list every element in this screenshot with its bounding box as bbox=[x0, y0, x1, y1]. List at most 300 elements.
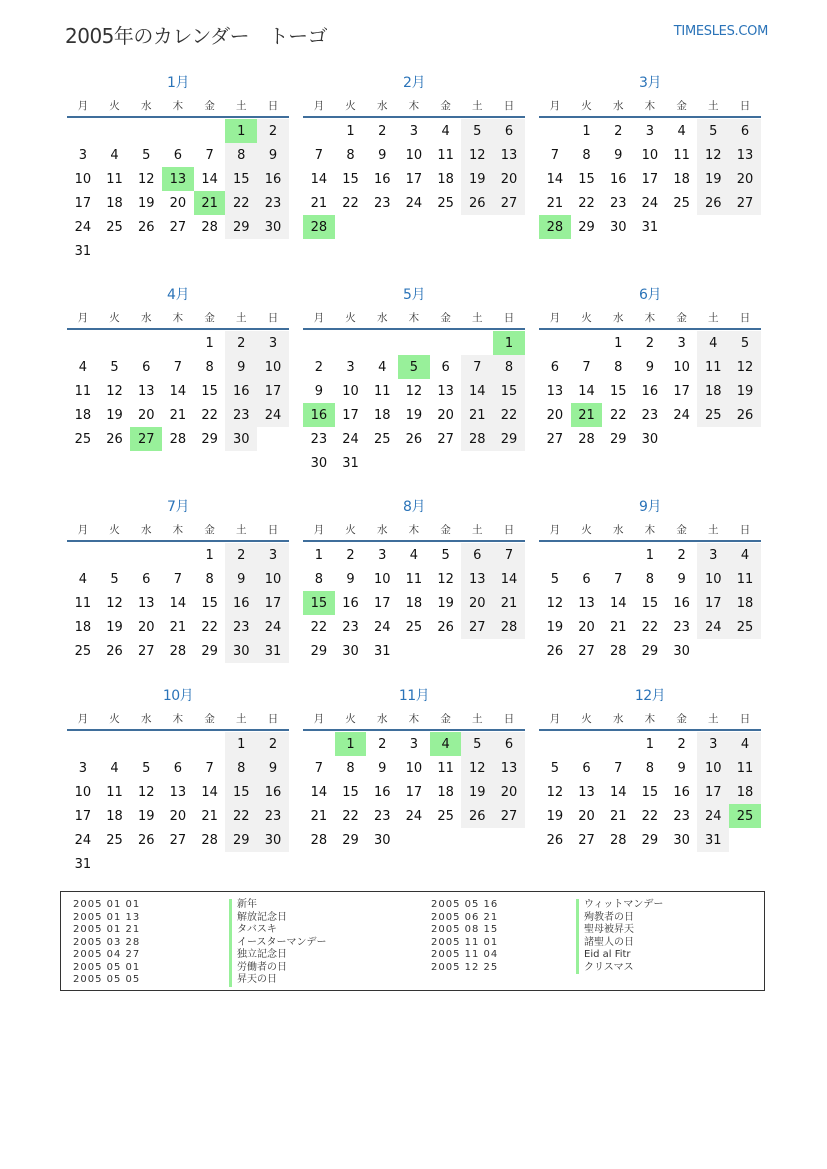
month-calendar bbox=[67, 496, 289, 663]
day-cell: 8 bbox=[205, 571, 214, 587]
weekday-label: 月 bbox=[313, 311, 325, 324]
page-title: 2005年のカレンダー トーゴ bbox=[65, 24, 328, 48]
day-cell: 27 bbox=[546, 431, 564, 447]
day-cell: 16 bbox=[673, 595, 690, 611]
day-cell: 13 bbox=[137, 595, 155, 611]
weekday-label: 土 bbox=[236, 523, 247, 536]
day-cell: 18 bbox=[405, 595, 423, 611]
day-cell: 5 bbox=[550, 760, 559, 776]
day-cell: 3 bbox=[409, 736, 419, 752]
day-cell: 4 bbox=[697, 331, 729, 355]
day-cell: 29 bbox=[342, 832, 359, 848]
day-cell: 11 bbox=[729, 756, 761, 780]
weekday-label: 日 bbox=[739, 311, 751, 324]
day-cell: 30 bbox=[609, 219, 627, 235]
day-cell: 19 bbox=[546, 808, 564, 824]
day-cell: 16 bbox=[609, 171, 627, 187]
day-cell: 18 bbox=[373, 407, 391, 423]
day-cell: 12 bbox=[697, 143, 729, 167]
empty-day-cell bbox=[162, 543, 194, 567]
day-cell: 24 bbox=[641, 195, 659, 211]
day-cell: 22 bbox=[641, 619, 659, 635]
holiday-list bbox=[60, 891, 765, 991]
day-cell: 1 bbox=[645, 547, 655, 563]
empty-day-cell bbox=[162, 119, 194, 143]
empty-day-cell bbox=[194, 732, 226, 756]
day-cell: 20 bbox=[578, 619, 595, 635]
day-cell: 10 bbox=[697, 756, 729, 780]
weekday-label: 木 bbox=[172, 712, 184, 725]
weekday-label: 金 bbox=[440, 523, 451, 536]
empty-day-cell bbox=[130, 119, 162, 143]
day-cell: 1 bbox=[225, 732, 257, 756]
holiday-date: 2005 01 21 bbox=[73, 924, 141, 935]
weekday-label: 日 bbox=[503, 523, 515, 536]
day-cell: 15 bbox=[578, 171, 595, 187]
weekday-label: 水 bbox=[376, 99, 388, 112]
day-cell: 29 bbox=[201, 431, 218, 447]
day-cell: 17 bbox=[405, 784, 423, 800]
day-cell: 6 bbox=[582, 760, 591, 776]
day-cell: 30 bbox=[373, 832, 391, 848]
day-cell: 5 bbox=[441, 547, 450, 563]
day-cell: 25 bbox=[673, 195, 690, 211]
weekday-header bbox=[303, 707, 525, 731]
day-cell: 1 bbox=[346, 123, 355, 139]
day-cell: 19 bbox=[106, 619, 123, 635]
day-cell: 7 bbox=[314, 147, 323, 163]
day-cell: 27 bbox=[169, 219, 187, 235]
day-cell: 14 bbox=[578, 383, 595, 399]
day-cell: 14 bbox=[201, 171, 218, 187]
weekday-label: 火 bbox=[345, 99, 356, 112]
day-cell: 20 bbox=[169, 808, 187, 824]
day-cell: 24 bbox=[257, 615, 289, 639]
empty-day-cell bbox=[130, 543, 162, 567]
month-title: 3月 bbox=[639, 75, 661, 91]
day-cell: 24 bbox=[673, 407, 690, 423]
weekday-label: 月 bbox=[77, 311, 89, 324]
day-cell: 15 bbox=[641, 595, 659, 611]
day-cell: 20 bbox=[137, 407, 155, 423]
day-cell: 14 bbox=[169, 383, 187, 399]
empty-day-cell bbox=[398, 331, 430, 355]
weekday-label: 月 bbox=[549, 523, 561, 536]
weekday-header bbox=[303, 306, 525, 330]
day-cell: 15 bbox=[609, 383, 627, 399]
day-cell: 23 bbox=[609, 195, 627, 211]
holiday-day-cell: 1 bbox=[225, 119, 257, 143]
day-cell: 23 bbox=[225, 403, 257, 427]
weekday-label: 金 bbox=[440, 712, 451, 725]
day-cell: 2 bbox=[225, 331, 257, 355]
day-cell: 29 bbox=[225, 215, 257, 239]
weekday-label: 金 bbox=[676, 99, 687, 112]
weekday-label: 木 bbox=[408, 712, 420, 725]
holiday-day-cell: 21 bbox=[194, 191, 226, 215]
holiday-day-cell: 13 bbox=[162, 167, 194, 191]
day-cell: 27 bbox=[729, 191, 761, 215]
day-cell: 25 bbox=[373, 431, 391, 447]
day-cell: 1 bbox=[582, 123, 591, 139]
day-cell: 8 bbox=[346, 760, 355, 776]
day-cell: 25 bbox=[106, 832, 123, 848]
day-grid bbox=[67, 543, 289, 663]
day-cell: 17 bbox=[673, 383, 690, 399]
empty-day-cell bbox=[571, 543, 603, 567]
day-cell: 30 bbox=[342, 643, 359, 659]
day-cell: 5 bbox=[697, 119, 729, 143]
weekday-label: 日 bbox=[267, 99, 279, 112]
weekday-label: 木 bbox=[172, 311, 184, 324]
month-title: 11月 bbox=[398, 688, 430, 704]
day-cell: 5 bbox=[729, 331, 761, 355]
weekday-label: 木 bbox=[408, 523, 420, 536]
weekday-label: 月 bbox=[313, 523, 325, 536]
empty-day-cell bbox=[194, 119, 226, 143]
day-cell: 1 bbox=[614, 335, 623, 351]
empty-day-cell bbox=[571, 732, 603, 756]
day-cell: 14 bbox=[310, 784, 328, 800]
day-cell: 31 bbox=[257, 639, 289, 663]
day-cell: 28 bbox=[609, 643, 627, 659]
day-cell: 28 bbox=[493, 615, 525, 639]
day-cell: 6 bbox=[550, 359, 559, 375]
day-cell: 3 bbox=[378, 547, 387, 563]
day-cell: 23 bbox=[673, 619, 690, 635]
holiday-day-cell: 1 bbox=[493, 331, 525, 355]
day-cell: 30 bbox=[673, 643, 690, 659]
day-cell: 9 bbox=[225, 355, 257, 379]
empty-day-cell bbox=[303, 331, 335, 355]
day-cell: 5 bbox=[110, 571, 119, 587]
day-cell: 8 bbox=[225, 756, 257, 780]
weekday-label: 金 bbox=[440, 311, 451, 324]
day-cell: 1 bbox=[645, 736, 655, 752]
weekday-label: 水 bbox=[612, 99, 624, 112]
day-cell: 16 bbox=[225, 591, 257, 615]
day-grid bbox=[303, 331, 525, 475]
day-cell: 25 bbox=[437, 195, 454, 211]
empty-day-cell bbox=[67, 732, 99, 756]
weekday-label: 日 bbox=[739, 712, 751, 725]
weekday-label: 火 bbox=[345, 712, 356, 725]
day-cell: 9 bbox=[257, 143, 289, 167]
day-cell: 21 bbox=[609, 619, 627, 635]
day-cell: 27 bbox=[578, 643, 595, 659]
holiday-name: 聖母被昇天 bbox=[576, 924, 663, 937]
day-cell: 6 bbox=[142, 571, 151, 587]
weekday-label: 金 bbox=[676, 712, 687, 725]
day-cell: 9 bbox=[645, 359, 655, 375]
day-grid bbox=[303, 119, 525, 239]
day-cell: 19 bbox=[697, 167, 729, 191]
weekday-label: 月 bbox=[77, 712, 89, 725]
day-cell: 20 bbox=[169, 195, 187, 211]
day-cell: 19 bbox=[106, 407, 123, 423]
day-cell: 22 bbox=[225, 804, 257, 828]
weekday-label: 金 bbox=[440, 99, 451, 112]
day-cell: 28 bbox=[169, 431, 187, 447]
day-cell: 20 bbox=[437, 407, 454, 423]
day-cell: 12 bbox=[106, 383, 123, 399]
holiday-name: ウィットマンデー bbox=[576, 899, 663, 912]
day-cell: 20 bbox=[578, 808, 595, 824]
day-cell: 6 bbox=[493, 732, 525, 756]
day-cell: 18 bbox=[74, 619, 92, 635]
day-cell: 7 bbox=[173, 571, 183, 587]
day-cell: 24 bbox=[373, 619, 391, 635]
day-cell: 23 bbox=[225, 615, 257, 639]
day-cell: 16 bbox=[641, 383, 659, 399]
day-cell: 6 bbox=[142, 359, 151, 375]
holiday-name: タバスキ bbox=[229, 924, 327, 937]
day-cell: 14 bbox=[609, 595, 627, 611]
day-cell: 23 bbox=[257, 191, 289, 215]
holiday-date: 2005 05 16 bbox=[431, 899, 499, 910]
day-cell: 22 bbox=[641, 808, 659, 824]
month-title: 7月 bbox=[167, 499, 189, 515]
day-cell: 12 bbox=[405, 383, 423, 399]
weekday-label: 火 bbox=[581, 99, 592, 112]
day-cell: 13 bbox=[493, 143, 525, 167]
day-cell: 3 bbox=[78, 147, 87, 163]
holiday-names-right bbox=[576, 899, 663, 974]
empty-day-cell bbox=[67, 543, 99, 567]
weekday-label: 金 bbox=[204, 523, 215, 536]
day-cell: 12 bbox=[546, 595, 564, 611]
day-cell: 24 bbox=[405, 808, 423, 824]
day-cell: 3 bbox=[697, 732, 729, 756]
day-cell: 10 bbox=[74, 784, 92, 800]
holiday-names-left bbox=[229, 899, 327, 987]
holiday-day-cell: 21 bbox=[571, 403, 603, 427]
weekday-label: 金 bbox=[204, 712, 215, 725]
day-cell: 7 bbox=[582, 359, 591, 375]
day-cell: 12 bbox=[461, 756, 493, 780]
day-cell: 11 bbox=[74, 383, 92, 399]
weekday-label: 水 bbox=[612, 523, 624, 536]
weekday-label: 土 bbox=[472, 523, 483, 536]
holiday-dates-left bbox=[73, 899, 140, 987]
day-cell: 22 bbox=[609, 407, 627, 423]
day-cell: 14 bbox=[546, 171, 564, 187]
month-title: 2月 bbox=[403, 75, 425, 91]
day-cell: 29 bbox=[609, 431, 627, 447]
day-cell: 20 bbox=[729, 167, 761, 191]
day-cell: 9 bbox=[257, 756, 289, 780]
holiday-name: イースターマンデー bbox=[229, 937, 327, 950]
day-cell: 30 bbox=[673, 832, 690, 848]
weekday-label: 月 bbox=[549, 99, 561, 112]
day-cell: 5 bbox=[142, 147, 151, 163]
day-cell: 11 bbox=[106, 784, 123, 800]
day-cell: 17 bbox=[697, 780, 729, 804]
day-cell: 16 bbox=[257, 780, 289, 804]
day-cell: 21 bbox=[546, 195, 564, 211]
day-cell: 14 bbox=[201, 784, 218, 800]
day-cell: 19 bbox=[137, 808, 155, 824]
day-grid bbox=[67, 119, 289, 263]
day-cell: 2 bbox=[645, 335, 655, 351]
day-cell: 3 bbox=[645, 123, 655, 139]
day-cell: 4 bbox=[729, 732, 761, 756]
day-cell: 2 bbox=[378, 123, 387, 139]
day-cell: 10 bbox=[405, 760, 423, 776]
weekday-label: 火 bbox=[109, 99, 120, 112]
weekday-label: 火 bbox=[109, 311, 120, 324]
day-cell: 25 bbox=[405, 619, 423, 635]
day-cell: 8 bbox=[645, 571, 655, 587]
day-cell: 26 bbox=[437, 619, 454, 635]
day-cell: 20 bbox=[493, 167, 525, 191]
weekday-label: 月 bbox=[77, 99, 89, 112]
day-cell: 21 bbox=[461, 403, 493, 427]
day-cell: 8 bbox=[582, 147, 591, 163]
holiday-date: 2005 04 27 bbox=[73, 949, 141, 960]
holiday-date: 2005 05 05 bbox=[73, 974, 141, 985]
holiday-name: 解放記念日 bbox=[229, 912, 327, 925]
day-cell: 11 bbox=[405, 571, 423, 587]
day-cell: 13 bbox=[578, 595, 595, 611]
day-cell: 10 bbox=[673, 359, 690, 375]
empty-day-cell bbox=[130, 331, 162, 355]
day-cell: 8 bbox=[645, 760, 655, 776]
day-cell: 17 bbox=[74, 808, 92, 824]
holiday-day-cell: 25 bbox=[729, 804, 761, 828]
day-cell: 7 bbox=[314, 760, 323, 776]
day-cell: 23 bbox=[257, 804, 289, 828]
weekday-label: 金 bbox=[204, 99, 215, 112]
day-cell: 29 bbox=[578, 219, 595, 235]
day-cell: 10 bbox=[342, 383, 359, 399]
weekday-label: 月 bbox=[313, 99, 325, 112]
site-brand-link[interactable]: TIMESLES.COM bbox=[673, 24, 768, 39]
month-title: 5月 bbox=[403, 287, 425, 303]
day-cell: 11 bbox=[673, 147, 690, 163]
day-cell: 15 bbox=[225, 780, 257, 804]
weekday-label: 水 bbox=[612, 712, 624, 725]
day-cell: 29 bbox=[641, 643, 659, 659]
weekday-header bbox=[67, 518, 289, 542]
day-cell: 12 bbox=[546, 784, 564, 800]
holiday-date: 2005 08 15 bbox=[431, 924, 499, 935]
day-cell: 3 bbox=[697, 543, 729, 567]
day-cell: 18 bbox=[106, 808, 123, 824]
day-cell: 27 bbox=[137, 643, 155, 659]
day-cell: 19 bbox=[437, 595, 454, 611]
day-cell: 4 bbox=[78, 571, 87, 587]
day-cell: 22 bbox=[225, 191, 257, 215]
day-cell: 24 bbox=[257, 403, 289, 427]
holiday-day-cell: 28 bbox=[539, 215, 571, 239]
day-cell: 30 bbox=[225, 639, 257, 663]
empty-day-cell bbox=[99, 331, 131, 355]
day-cell: 28 bbox=[461, 427, 493, 451]
weekday-label: 金 bbox=[204, 311, 215, 324]
day-cell: 4 bbox=[441, 123, 450, 139]
day-cell: 21 bbox=[169, 407, 187, 423]
day-cell: 28 bbox=[310, 832, 328, 848]
month-calendar bbox=[67, 284, 289, 451]
day-cell: 2 bbox=[677, 736, 686, 752]
day-cell: 22 bbox=[493, 403, 525, 427]
day-cell: 30 bbox=[225, 427, 257, 451]
weekday-label: 土 bbox=[472, 99, 483, 112]
day-cell: 16 bbox=[373, 784, 391, 800]
day-cell: 12 bbox=[137, 171, 155, 187]
day-cell: 1 bbox=[205, 335, 214, 351]
day-cell: 4 bbox=[378, 359, 387, 375]
day-cell: 6 bbox=[582, 571, 591, 587]
empty-day-cell bbox=[571, 331, 603, 355]
day-cell: 8 bbox=[205, 359, 214, 375]
day-cell: 8 bbox=[346, 147, 355, 163]
empty-day-cell bbox=[99, 732, 131, 756]
day-cell: 27 bbox=[461, 615, 493, 639]
day-cell: 3 bbox=[78, 760, 87, 776]
day-grid bbox=[539, 119, 761, 239]
day-cell: 9 bbox=[378, 760, 387, 776]
day-cell: 13 bbox=[137, 383, 155, 399]
day-cell: 20 bbox=[546, 407, 564, 423]
day-cell: 7 bbox=[550, 147, 559, 163]
day-cell: 16 bbox=[342, 595, 359, 611]
day-cell: 17 bbox=[641, 171, 659, 187]
day-cell: 23 bbox=[373, 195, 391, 211]
month-calendar bbox=[303, 72, 525, 239]
empty-day-cell bbox=[430, 331, 462, 355]
day-cell: 25 bbox=[437, 808, 454, 824]
weekday-label: 月 bbox=[549, 311, 561, 324]
day-cell: 18 bbox=[729, 780, 761, 804]
weekday-header bbox=[67, 306, 289, 330]
weekday-label: 木 bbox=[644, 99, 656, 112]
weekday-label: 水 bbox=[376, 311, 388, 324]
holiday-date: 2005 05 01 bbox=[73, 961, 141, 973]
day-cell: 28 bbox=[578, 431, 595, 447]
day-cell: 17 bbox=[697, 591, 729, 615]
day-cell: 16 bbox=[225, 379, 257, 403]
day-cell: 22 bbox=[201, 407, 218, 423]
day-cell: 16 bbox=[373, 171, 391, 187]
day-cell: 26 bbox=[461, 191, 493, 215]
day-grid bbox=[539, 331, 761, 451]
day-cell: 14 bbox=[310, 171, 328, 187]
day-cell: 13 bbox=[437, 383, 454, 399]
day-cell: 18 bbox=[106, 195, 123, 211]
day-cell: 27 bbox=[578, 832, 595, 848]
day-cell: 5 bbox=[550, 571, 559, 587]
empty-day-cell bbox=[335, 331, 367, 355]
weekday-label: 土 bbox=[236, 712, 247, 725]
empty-day-cell bbox=[67, 331, 99, 355]
holiday-name: 新年 bbox=[229, 899, 327, 912]
day-cell: 16 bbox=[257, 167, 289, 191]
day-cell: 7 bbox=[493, 543, 525, 567]
day-cell: 4 bbox=[78, 359, 87, 375]
day-cell: 9 bbox=[346, 571, 355, 587]
empty-day-cell bbox=[130, 732, 162, 756]
month-title: 9月 bbox=[639, 499, 661, 515]
day-cell: 8 bbox=[225, 143, 257, 167]
day-cell: 10 bbox=[257, 355, 289, 379]
day-cell: 26 bbox=[729, 403, 761, 427]
day-cell: 2 bbox=[257, 119, 289, 143]
weekday-label: 火 bbox=[345, 523, 356, 536]
day-cell: 21 bbox=[493, 591, 525, 615]
holiday-date: 2005 11 04 bbox=[431, 949, 499, 960]
